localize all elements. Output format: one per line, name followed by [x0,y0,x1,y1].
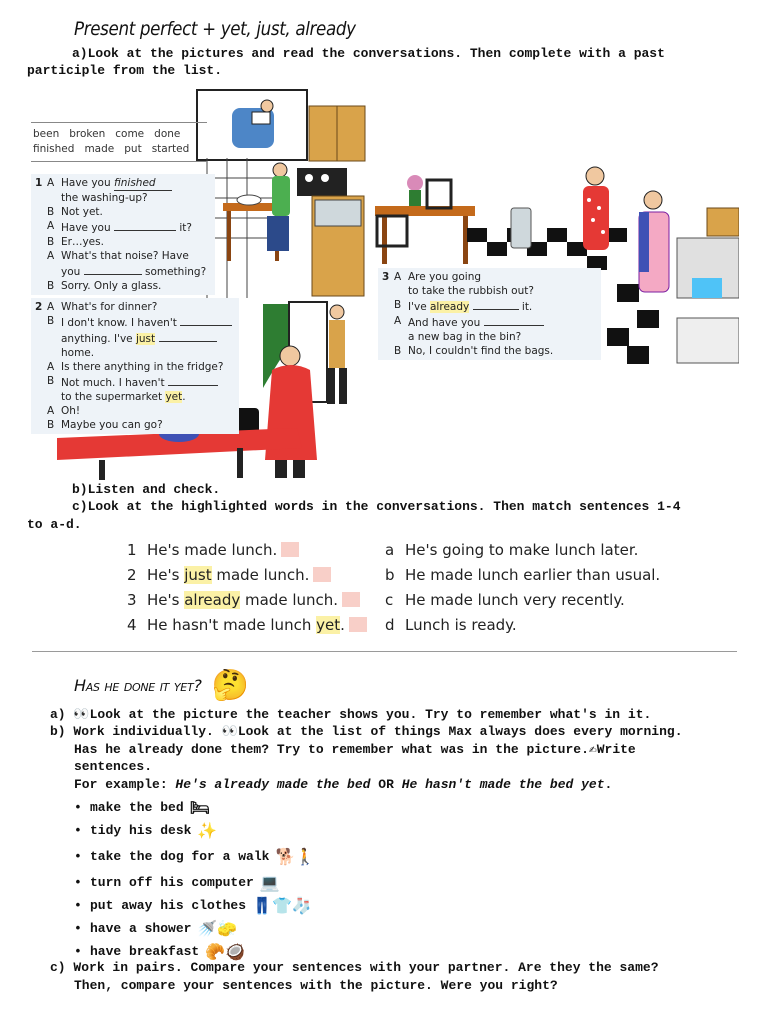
conv-line: Not yet. [61,206,103,218]
speaker: A [47,177,55,189]
matching-right [385,538,660,638]
computer-icon: 💻 [259,872,280,892]
section-divider [32,651,737,652]
answer-blank[interactable] [159,330,217,342]
clothes-icon: 👖👕🧦 [252,896,312,915]
speaker: A [47,250,55,262]
section2-title: Has he done it yet? [74,676,202,695]
list-item: • put away his clothes 👖👕🧦 [74,896,312,915]
speaker: A [47,220,55,232]
match-sentence-2: 2 He's just made lunch. [127,563,367,588]
conv-line: And have you [408,314,544,330]
instruction-c-cont: to a-d. [27,517,82,532]
bed-icon: 🛏 [189,797,210,817]
section2-task-c: c) Work in pairs. Compare your sentences with your partner. Are they the same? Then, compare your sentences with the picture. Were you right? [50,960,659,993]
conv-line: Have you finished [61,176,172,191]
morning-task-list [74,796,315,963]
match-sentence-3: 3 He's already made lunch. [127,588,367,613]
match-option-b: b He made lunch earlier than usual. [385,566,661,584]
match-sentence-1: 1 He's made lunch. [127,538,367,563]
conv-line: No, I couldn't find the bags. [408,345,554,357]
answer-blank[interactable] [84,263,142,275]
conversation-number: 3 [382,271,390,283]
matching-left [127,538,367,638]
section2-header [74,668,249,703]
section2-task-a: a) 👀Look at the picture the teacher shows you. Try to remember what's in it. [50,707,652,722]
conversation-1 [31,174,215,295]
answer-blank[interactable] [114,219,176,231]
conv-line: you something? [61,263,206,279]
conv-line: What's for dinner? [61,301,158,313]
word-list-row-1: been broken come done [33,128,181,140]
instruction-c: c)Look at the highlighted words in the conversations. Then match sentences 1-4 [72,499,681,514]
instruction-a-cont: participle from the list. [27,63,223,78]
answer-box[interactable] [349,617,367,632]
instruction-b: b)Listen and check. [72,482,221,497]
sparkles-icon: ✨ [197,820,218,840]
answer-box[interactable] [281,542,299,557]
highlight-yet: yet [165,391,183,403]
list-item: • make the bed 🛏 [74,797,210,817]
conv-line: a new bag in the bin? [408,331,522,343]
match-option-c: c He made lunch very recently. [385,591,625,609]
conv-line: What's that noise? Have [61,250,189,262]
conv-line: I don't know. I haven't [61,314,232,330]
conv-line: the washing-up? [61,192,148,204]
list-item: • have breakfast 🥐🥥 [74,942,246,961]
dog-walking-icon: 🐕🚶 [275,846,316,866]
section2-task-b: b) Work individually. 👀Look at the list of things Max always does every morning. Has he already done them? Try to remember what was in the picture.✍Write sentences. For example: He's already made the bed OR He hasn't made the bed yet. [50,724,683,792]
word-list-box [31,122,207,162]
conversation-3: 3 A Are you going to take the rubbish out? B I've already it. A And have you a new bag in the bin? B No, I couldn't find the bags. [378,268,601,360]
list-item: • turn off his computer 💻 [74,872,280,892]
conversation-number: 1 [35,177,43,189]
conv-line: I've already it. [408,298,532,314]
answer-blank[interactable] [168,374,218,386]
speaker: B [47,206,55,218]
page-title: Present perfect + yet, just, already [74,18,356,40]
answer-blank[interactable] [180,314,232,326]
conv-line: to the supermarket yet. [61,391,186,403]
conv-line: to take the rubbish out? [408,285,534,297]
conv-line: Oh! [61,405,81,417]
conversation-2: 2 A What's for dinner? B I don't know. I haven't anything. I've just home. A Is there anything in the fridge? B Not much. I haven't to the supermarket yet. A Oh! B Maybe you can go? [31,298,239,434]
conv-line: home. [61,347,95,359]
match-option-a: a He's going to make lunch later. [385,541,639,559]
filled-answer: finished [114,176,172,191]
conv-line: Not much. I haven't [61,374,218,390]
highlight-just: just [135,333,156,345]
shower-icon: 🚿🧽 [197,919,238,938]
thinking-face-icon: 🤔 [211,668,249,703]
match-sentence-4: 4 He hasn't made lunch yet. [127,613,367,638]
answer-box[interactable] [342,592,360,607]
conv-line: Have you it? [61,219,192,235]
conv-line: anything. I've just [61,330,217,346]
speaker: B [47,236,55,248]
speaker: B [47,280,55,292]
list-item: • have a shower 🚿🧽 [74,919,238,938]
breakfast-icon: 🥐🥥 [205,942,246,961]
instruction-a: a)Look at the pictures and read the conversations. Then complete with a past [72,46,665,61]
word-list-row-2: finished made put started [33,143,190,155]
conv-line: Sorry. Only a glass. [61,280,162,292]
conv-line: Maybe you can go? [61,419,163,431]
answer-blank[interactable] [473,298,519,310]
conversation-number: 2 [35,301,43,313]
answer-blank[interactable] [484,314,544,326]
conv-line: Is there anything in the fridge? [61,361,224,373]
textbook-panel [27,88,739,480]
conv-line: Er…yes. [61,236,104,248]
match-option-d: d Lunch is ready. [385,616,517,634]
list-item: • tidy his desk ✨ [74,820,218,840]
list-item: • take the dog for a walk 🐕🚶 [74,846,316,866]
answer-box[interactable] [313,567,331,582]
highlight-already: already [430,301,470,313]
conv-line: Are you going [408,271,482,283]
